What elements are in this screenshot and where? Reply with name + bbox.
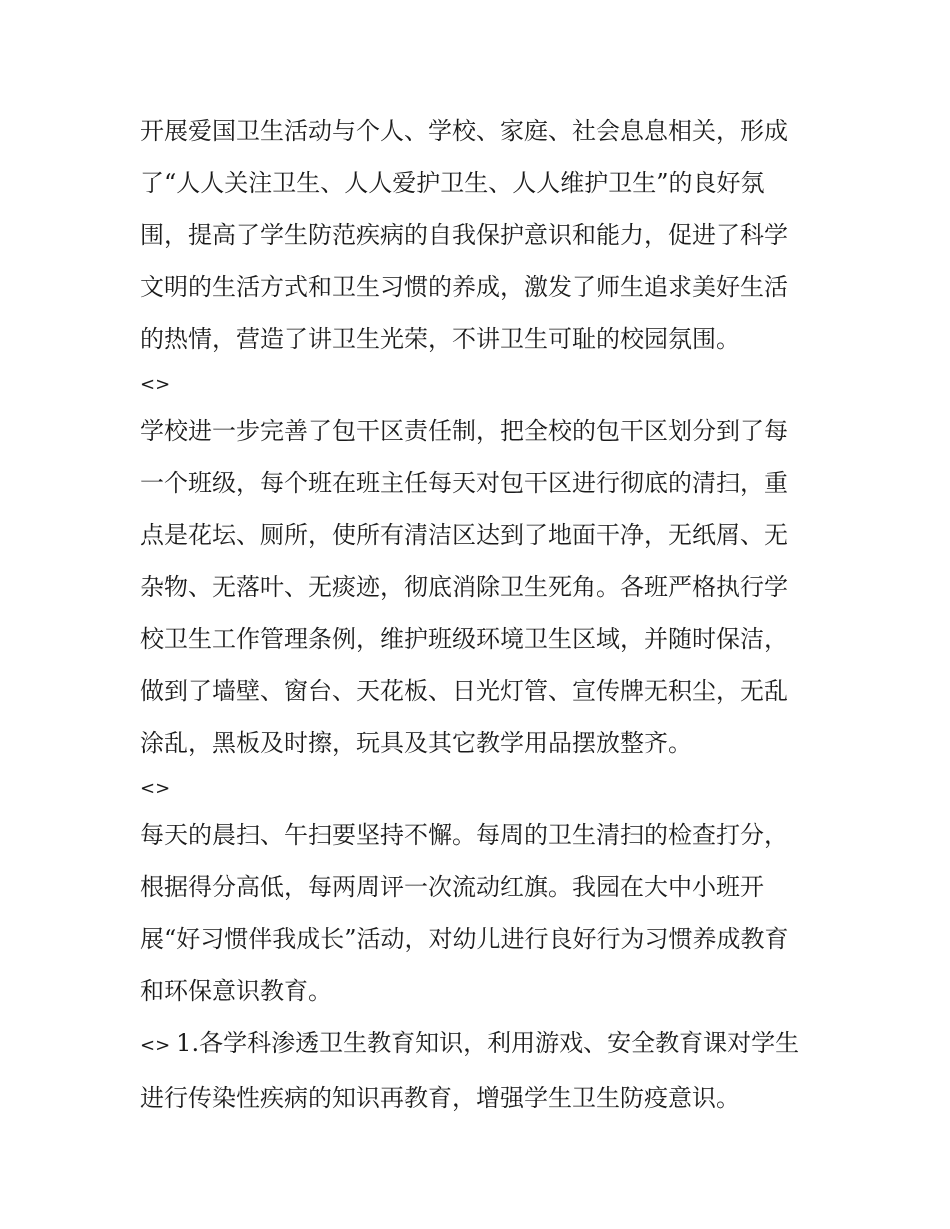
document-body <box>140 105 820 1124</box>
text-line: 点是花坛、厕所，使所有清洁区达到了地面干净，无纸屑、无 <box>140 521 788 549</box>
text-line: 杂物、无落叶、无痰迹，彻底消除卫生死角。各班严格执行学 <box>140 573 788 601</box>
text-line-with-marker <box>140 1017 820 1072</box>
text-line: 涂乱，黑板及时擦，玩具及其它教学用品摆放整齐。 <box>140 729 692 757</box>
section-marker: <> <box>140 778 171 799</box>
text-line: 围，提高了学生防范疾病的自我保护意识和能力，促进了科学 <box>140 221 788 249</box>
text-line: 开展爱国卫生活动与个人、学校、家庭、社会息息相关，形成 <box>140 117 788 145</box>
text-line: 学校进一步完善了包干区责任制，把全校的包干区划分到了每 <box>140 417 788 445</box>
text-line: 校卫生工作管理条例，维护班级环境卫生区域，并随时保洁， <box>140 625 788 653</box>
section-marker: <> <box>140 1035 171 1056</box>
text-line: 做到了墙壁、窗台、天花板、日光灯管、宣传牌无积尘，无乱 <box>140 677 788 705</box>
text-line: 了“人人关注卫生、人人爱护卫生、人人维护卫生”的良好氛 <box>140 169 765 197</box>
text-line: 一个班级，每个班在班主任每天对包干区进行彻底的清扫，重 <box>140 469 788 497</box>
paragraph-daily-cleaning <box>140 809 820 1017</box>
paragraph-patriotic-hygiene <box>140 105 820 365</box>
text-line: 和环保意识教育。 <box>140 977 332 1005</box>
paragraph-responsibility-areas <box>140 405 820 769</box>
text-line: 进行传染性疾病的知识再教育，增强学生卫生防疫意识。 <box>140 1084 740 1112</box>
text-line: 根据得分高低，每两周评一次流动红旗。我园在大中小班开 <box>140 873 764 901</box>
section-marker: <> <box>140 374 171 395</box>
text-line: 文明的生活方式和卫生习惯的养成，激发了师生追求美好生活 <box>140 273 788 301</box>
text-line: 的热情，营造了讲卫生光荣，不讲卫生可耻的校园氛围。 <box>140 325 740 353</box>
text-line: 展“好习惯伴我成长”活动，对幼儿进行良好行为习惯养成教育 <box>140 925 789 953</box>
paragraph-health-education <box>140 1017 820 1124</box>
text-line: 每天的晨扫、午扫要坚持不懈。每周的卫生清扫的检查打分， <box>140 821 788 849</box>
text-line: 1.各学科渗透卫生教育知识，利用游戏、安全教育课对学生 <box>176 1029 800 1057</box>
